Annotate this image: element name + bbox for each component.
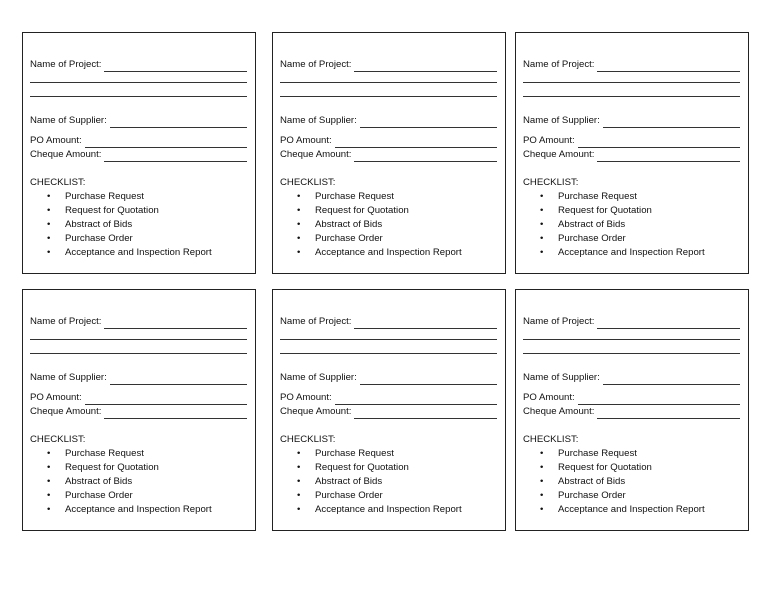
bullet-icon: • — [47, 247, 51, 258]
bullet-icon: • — [297, 490, 301, 501]
supplier-label: Name of Supplier: — [523, 372, 600, 383]
bullet-icon: • — [297, 476, 301, 487]
project-extra-line[interactable] — [523, 343, 740, 357]
supplier-blank[interactable] — [603, 374, 740, 385]
bullet-icon: • — [297, 247, 301, 258]
checklist-item — [280, 475, 497, 489]
po-amount-field[interactable] — [280, 134, 497, 148]
checklist-item-label: Acceptance and Inspection Report — [315, 504, 462, 515]
supplier-blank[interactable] — [360, 374, 497, 385]
checklist-item-label: Purchase Request — [558, 448, 637, 459]
bullet-icon: • — [47, 205, 51, 216]
supplier-label: Name of Supplier: — [280, 115, 357, 126]
bullet-icon: • — [297, 205, 301, 216]
supplier-field[interactable] — [280, 371, 497, 385]
project-extra-line[interactable] — [523, 86, 740, 100]
checklist-item-label: Purchase Order — [315, 233, 383, 244]
checklist-item — [523, 475, 740, 489]
checklist-item — [30, 461, 247, 475]
po-amount-blank[interactable] — [85, 394, 247, 405]
checklist-item — [523, 190, 740, 204]
checklist — [523, 190, 740, 260]
form-card — [22, 32, 256, 274]
checklist-item — [280, 461, 497, 475]
project-blank[interactable] — [597, 61, 740, 72]
po-amount-label: PO Amount: — [280, 135, 332, 146]
checklist-item-label: Request for Quotation — [315, 462, 409, 473]
po-amount-blank[interactable] — [578, 137, 740, 148]
bullet-icon: • — [540, 504, 544, 515]
bullet-icon: • — [540, 247, 544, 258]
po-amount-label: PO Amount: — [523, 392, 575, 403]
checklist-item-label: Abstract of Bids — [315, 476, 383, 487]
checklist-item — [523, 232, 740, 246]
supplier-blank[interactable] — [110, 117, 247, 128]
checklist-item-label: Acceptance and Inspection Report — [65, 247, 212, 258]
po-amount-blank[interactable] — [335, 394, 497, 405]
checklist-item — [523, 461, 740, 475]
checklist-item — [280, 246, 497, 260]
project-field[interactable] — [30, 315, 247, 329]
project-field[interactable] — [523, 58, 740, 72]
checklist-item-label: Purchase Order — [558, 490, 626, 501]
checklist-item-label: Acceptance and Inspection Report — [315, 247, 462, 258]
bullet-icon: • — [540, 233, 544, 244]
cheque-amount-field[interactable] — [523, 405, 740, 419]
bullet-icon: • — [47, 219, 51, 230]
project-extra-line[interactable] — [30, 329, 247, 343]
checklist-item — [30, 218, 247, 232]
checklist-item-label: Acceptance and Inspection Report — [558, 247, 705, 258]
checklist-item-label: Purchase Order — [558, 233, 626, 244]
supplier-field[interactable] — [523, 114, 740, 128]
project-label: Name of Project: — [30, 316, 102, 327]
project-blank[interactable] — [597, 318, 740, 329]
supplier-field[interactable] — [523, 371, 740, 385]
bullet-icon: • — [297, 504, 301, 515]
supplier-label: Name of Supplier: — [30, 115, 107, 126]
checklist-item-label: Abstract of Bids — [558, 476, 626, 487]
checklist — [30, 447, 247, 517]
project-blank[interactable] — [354, 61, 497, 72]
checklist — [30, 190, 247, 260]
supplier-label: Name of Supplier: — [280, 372, 357, 383]
bullet-icon: • — [540, 462, 544, 473]
project-field[interactable] — [280, 315, 497, 329]
checklist-item-label: Purchase Request — [315, 448, 394, 459]
checklist-item — [280, 489, 497, 503]
bullet-icon: • — [297, 462, 301, 473]
checklist-heading: CHECKLIST: — [280, 177, 336, 188]
project-blank[interactable] — [104, 61, 247, 72]
project-extra-line[interactable] — [280, 72, 497, 86]
bullet-icon: • — [540, 490, 544, 501]
supplier-blank[interactable] — [110, 374, 247, 385]
project-extra-line[interactable] — [523, 72, 740, 86]
po-amount-field[interactable] — [523, 134, 740, 148]
project-extra-line[interactable] — [523, 329, 740, 343]
checklist-item — [30, 246, 247, 260]
project-label: Name of Project: — [280, 316, 352, 327]
bullet-icon: • — [47, 490, 51, 501]
checklist — [280, 447, 497, 517]
checklist-item — [30, 447, 247, 461]
bullet-icon: • — [47, 233, 51, 244]
form-card — [272, 32, 506, 274]
checklist-item-label: Purchase Order — [315, 490, 383, 501]
checklist-heading: CHECKLIST: — [523, 177, 579, 188]
checklist-item — [280, 232, 497, 246]
checklist-item — [30, 204, 247, 218]
bullet-icon: • — [47, 191, 51, 202]
checklist-item — [30, 475, 247, 489]
bullet-icon: • — [540, 448, 544, 459]
checklist-item — [280, 447, 497, 461]
checklist-heading: CHECKLIST: — [280, 434, 336, 445]
supplier-field[interactable] — [30, 114, 247, 128]
bullet-icon: • — [47, 448, 51, 459]
cheque-amount-field[interactable] — [280, 148, 497, 162]
checklist-item — [523, 489, 740, 503]
checklist-heading: CHECKLIST: — [30, 177, 86, 188]
project-field[interactable] — [30, 58, 247, 72]
cheque-amount-label: Cheque Amount: — [523, 149, 595, 160]
supplier-field[interactable] — [280, 114, 497, 128]
project-blank[interactable] — [354, 318, 497, 329]
checklist-item-label: Request for Quotation — [65, 205, 159, 216]
checklist-item-label: Purchase Order — [65, 490, 133, 501]
cheque-amount-blank[interactable] — [104, 408, 247, 419]
checklist-item-label: Request for Quotation — [558, 462, 652, 473]
cheque-amount-blank[interactable] — [354, 408, 497, 419]
po-amount-field[interactable] — [280, 391, 497, 405]
project-extra-line[interactable] — [30, 343, 247, 357]
checklist-item-label: Abstract of Bids — [558, 219, 626, 230]
cheque-amount-field[interactable] — [523, 148, 740, 162]
bullet-icon: • — [540, 219, 544, 230]
bullet-icon: • — [540, 205, 544, 216]
cheque-amount-blank[interactable] — [104, 151, 247, 162]
po-amount-blank[interactable] — [85, 137, 247, 148]
po-amount-blank[interactable] — [335, 137, 497, 148]
checklist-item — [523, 447, 740, 461]
supplier-blank[interactable] — [360, 117, 497, 128]
po-amount-field[interactable] — [30, 134, 247, 148]
project-label: Name of Project: — [523, 316, 595, 327]
checklist-item — [280, 204, 497, 218]
cheque-amount-field[interactable] — [30, 405, 247, 419]
bullet-icon: • — [47, 476, 51, 487]
cheque-amount-field[interactable] — [30, 148, 247, 162]
project-label: Name of Project: — [280, 59, 352, 70]
checklist-item — [523, 218, 740, 232]
po-amount-label: PO Amount: — [523, 135, 575, 146]
checklist-item — [30, 190, 247, 204]
checklist-item-label: Request for Quotation — [65, 462, 159, 473]
checklist-item-label: Purchase Order — [65, 233, 133, 244]
cheque-amount-label: Cheque Amount: — [30, 149, 102, 160]
supplier-label: Name of Supplier: — [30, 372, 107, 383]
cheque-amount-blank[interactable] — [597, 151, 740, 162]
checklist-item — [30, 503, 247, 517]
checklist-item-label: Request for Quotation — [558, 205, 652, 216]
checklist-item-label: Purchase Request — [558, 191, 637, 202]
bullet-icon: • — [297, 233, 301, 244]
project-label: Name of Project: — [523, 59, 595, 70]
bullet-icon: • — [540, 476, 544, 487]
checklist-item-label: Request for Quotation — [315, 205, 409, 216]
checklist-item-label: Abstract of Bids — [65, 476, 133, 487]
project-blank[interactable] — [104, 318, 247, 329]
checklist-item — [280, 190, 497, 204]
cheque-amount-label: Cheque Amount: — [280, 406, 352, 417]
checklist — [280, 190, 497, 260]
project-label: Name of Project: — [30, 59, 102, 70]
project-field[interactable] — [523, 315, 740, 329]
supplier-field[interactable] — [30, 371, 247, 385]
cheque-amount-label: Cheque Amount: — [280, 149, 352, 160]
checklist-item-label: Purchase Request — [65, 191, 144, 202]
checklist-item-label: Acceptance and Inspection Report — [65, 504, 212, 515]
checklist-item-label: Abstract of Bids — [65, 219, 133, 230]
checklist-item — [523, 503, 740, 517]
bullet-icon: • — [540, 191, 544, 202]
project-field[interactable] — [280, 58, 497, 72]
bullet-icon: • — [297, 219, 301, 230]
project-extra-line[interactable] — [30, 72, 247, 86]
checklist-heading: CHECKLIST: — [30, 434, 86, 445]
po-amount-field[interactable] — [30, 391, 247, 405]
checklist-item — [30, 489, 247, 503]
checklist-item — [280, 218, 497, 232]
bullet-icon: • — [47, 504, 51, 515]
project-extra-line[interactable] — [280, 343, 497, 357]
bullet-icon: • — [47, 462, 51, 473]
checklist-item — [523, 246, 740, 260]
po-amount-label: PO Amount: — [30, 135, 82, 146]
supplier-blank[interactable] — [603, 117, 740, 128]
project-extra-line[interactable] — [30, 86, 247, 100]
cheque-amount-label: Cheque Amount: — [523, 406, 595, 417]
cheque-amount-field[interactable] — [280, 405, 497, 419]
project-extra-line[interactable] — [280, 86, 497, 100]
po-amount-field[interactable] — [523, 391, 740, 405]
po-amount-label: PO Amount: — [280, 392, 332, 403]
po-amount-blank[interactable] — [578, 394, 740, 405]
checklist-item-label: Acceptance and Inspection Report — [558, 504, 705, 515]
cheque-amount-label: Cheque Amount: — [30, 406, 102, 417]
form-card — [515, 32, 749, 274]
bullet-icon: • — [297, 191, 301, 202]
checklist-item-label: Purchase Request — [65, 448, 144, 459]
cheque-amount-blank[interactable] — [354, 151, 497, 162]
checklist-item-label: Abstract of Bids — [315, 219, 383, 230]
form-card — [272, 289, 506, 531]
bullet-icon: • — [297, 448, 301, 459]
checklist-item — [280, 503, 497, 517]
checklist-item — [30, 232, 247, 246]
project-extra-line[interactable] — [280, 329, 497, 343]
po-amount-label: PO Amount: — [30, 392, 82, 403]
supplier-label: Name of Supplier: — [523, 115, 600, 126]
form-card — [22, 289, 256, 531]
cheque-amount-blank[interactable] — [597, 408, 740, 419]
checklist-item-label: Purchase Request — [315, 191, 394, 202]
form-card — [515, 289, 749, 531]
checklist — [523, 447, 740, 517]
checklist-heading: CHECKLIST: — [523, 434, 579, 445]
checklist-item — [523, 204, 740, 218]
